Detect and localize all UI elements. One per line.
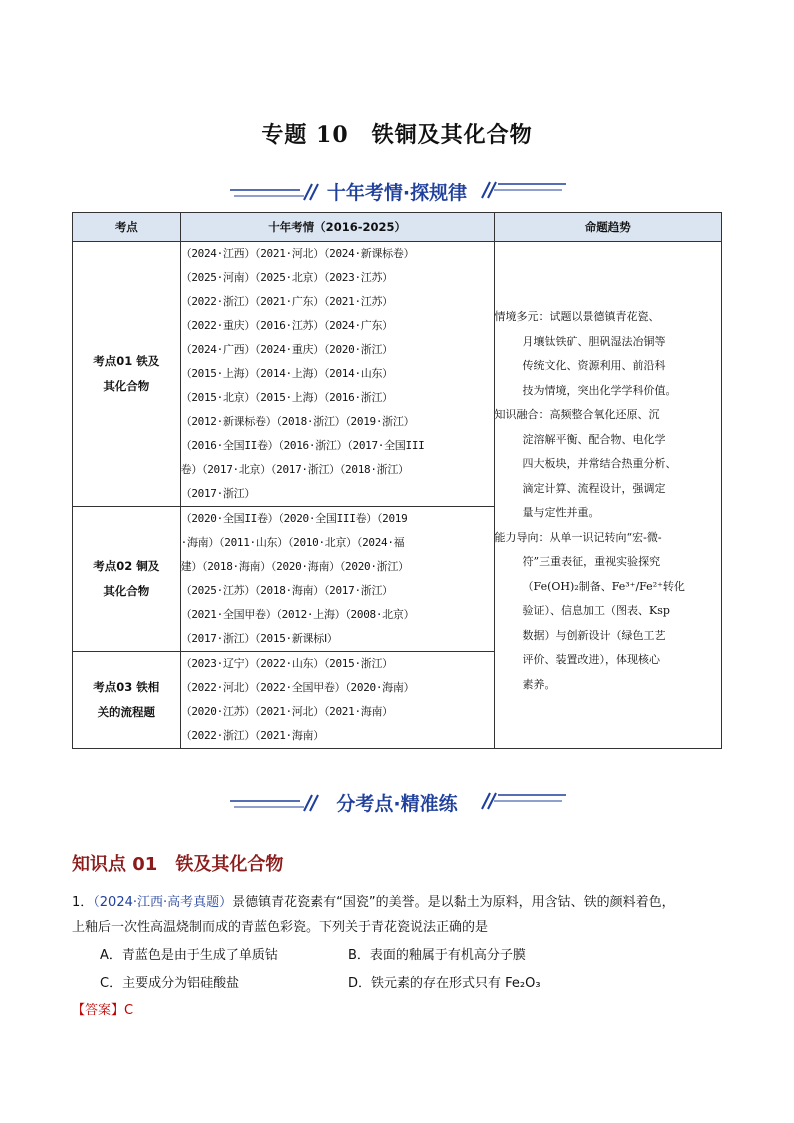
header-point: 考点 [73,213,181,242]
option-c[interactable]: C．主要成分为铝硅酸盐 [100,976,240,991]
year-line: （2022·河北）（2022·全国甲卷）（2020·海南） [180,681,415,694]
trend-line: 素养。 [522,677,556,691]
banner-title-practice: 分考点·精准练 [336,793,458,815]
trend-line: 技为情境，突出化学学科价值。 [522,383,677,397]
header-years: 十年考情（2016-2025） [180,213,494,242]
trend-line: （Fe(OH)₂制备、Fe³⁺/Fe²⁺转化 [522,579,685,593]
trend-line: 量与定性并重。 [522,506,600,519]
question-stem: 景德镇青花瓷素有“国瓷”的美誉。是以黏土为原料，用含钴、铁的颜料着色， [232,895,675,910]
section-banner-trends [0,176,794,206]
option-a[interactable]: A．青蓝色是由于生成了单质钴 [100,948,278,963]
option-b[interactable]: B．表面的釉属于有机高分子膜 [348,948,526,963]
point-label: 其化合物 [103,379,150,393]
years-cell-03 [180,652,494,749]
trend-line: 知识融合：高频整合氧化还原、沉 [494,408,660,421]
trend-line: 传统文化、资源利用、前沿科 [522,359,666,372]
exam-trends-table [72,212,722,749]
year-line: （2017·浙江） [180,487,256,500]
year-line: （2024·广西）（2024·重庆）（2020·浙江） [180,343,393,356]
year-line: （2017·浙江）（2015·新课标Ⅰ） [180,632,338,645]
option-d[interactable]: D．铁元素的存在形式只有 Fe₂O₃ [348,976,541,991]
banner-right-ornament [474,176,594,206]
point-label: 关的流程题 [97,705,156,719]
trend-cell [494,242,721,749]
knowledge-point-heading: 知识点 01 铁及其化合物 [72,854,284,875]
question-source: （2024·江西·高考真题） [93,895,233,910]
point-label: 考点03 铁相 [93,680,160,694]
year-line: （2024·江西）（2021·河北）（2024·新课标卷） [180,247,415,260]
question-stem-line-2: 上釉后一次性高温烧制而成的青蓝色彩瓷。下列关于青花瓷说法正确的是 [72,920,489,935]
year-line: 卷）（2017·北京）（2017·浙江）（2018·浙江） [180,463,409,476]
answer-value: C [124,1003,134,1018]
trend-line: 四大板块，并常结合热重分析、 [522,457,677,470]
year-line: （2021·全国甲卷）（2012·上海）（2008·北京） [180,608,415,621]
year-line: （2012·新课标卷）（2018·浙江）（2019·浙江） [180,415,415,428]
years-cell-01 [180,242,494,507]
trend-line: 月壤钛铁矿、胆矾湿法冶铜等 [522,334,666,348]
year-line: （2015·北京）（2015·上海）（2016·浙江） [180,391,393,404]
trend-line: 淀溶解平衡、配合物、电化学 [522,432,666,446]
answer [72,999,133,1018]
year-line: （2022·浙江）（2021·广东）（2021·江苏） [180,295,393,308]
year-line: （2022·浙江）（2021·海南） [180,729,324,742]
year-line: （2025·江苏）（2018·海南）（2017·浙江） [180,584,393,597]
trend-line: 情境多元：试题以景德镇青花瓷、 [494,310,660,323]
year-line: ·海南）（2011·山东）（2010·北京）（2024·福 [180,536,405,549]
trend-line: 数据）与创新设计（绿色工艺 [522,628,666,642]
header-trend: 命题趋势 [494,213,721,242]
year-line: （2022·重庆）（2016·江苏）（2024·广东） [180,319,393,332]
trend-line: 能力导向：从单一识记转向“宏-微- [494,530,662,544]
point-cell-01 [73,242,181,507]
point-label: 其化合物 [103,584,150,598]
table-row [73,242,722,507]
question-stem-line-1 [72,890,732,915]
section-banner-practice [0,787,794,817]
point-label: 考点02 铜及 [93,559,160,573]
year-line: （2025·河南）（2025·北京）（2023·江苏） [180,271,393,284]
question-number: 1． [72,895,94,910]
year-line: 建）（2018·海南）（2020·海南）（2020·浙江） [180,560,409,573]
banner-title-trends: 十年考情·探规律 [326,182,468,204]
point-cell-02 [73,507,181,652]
point-cell-03 [73,652,181,749]
page-title: 专题 10 铁铜及其化合物 [261,122,533,148]
year-line: （2015·上海）（2014·上海）（2014·山东） [180,367,393,380]
years-cell-02 [180,507,494,652]
answer-label: 【答案】 [72,1003,125,1018]
point-label: 考点01 铁及 [93,354,160,368]
trend-line: 滴定计算、流程设计，强调定 [522,481,666,495]
question-1 [72,890,732,940]
table-header-row [73,213,722,242]
year-line: （2020·全国II卷）（2020·全国III卷）（2019 [180,512,408,525]
trend-line: 评价、装置改进），体现核心 [522,653,661,666]
banner-right-ornament [474,787,594,817]
trend-line: 符”三重表征，重视实验探究 [522,555,661,568]
trend-line: 验证）、信息加工（图表、Ksp [522,604,670,617]
year-line: （2023·辽宁）（2022·山东）（2015·浙江） [180,657,393,670]
year-line: （2016·全国II卷）（2016·浙江）（2017·全国III [180,439,425,452]
year-line: （2020·江苏）（2021·河北）（2021·海南） [180,705,393,718]
